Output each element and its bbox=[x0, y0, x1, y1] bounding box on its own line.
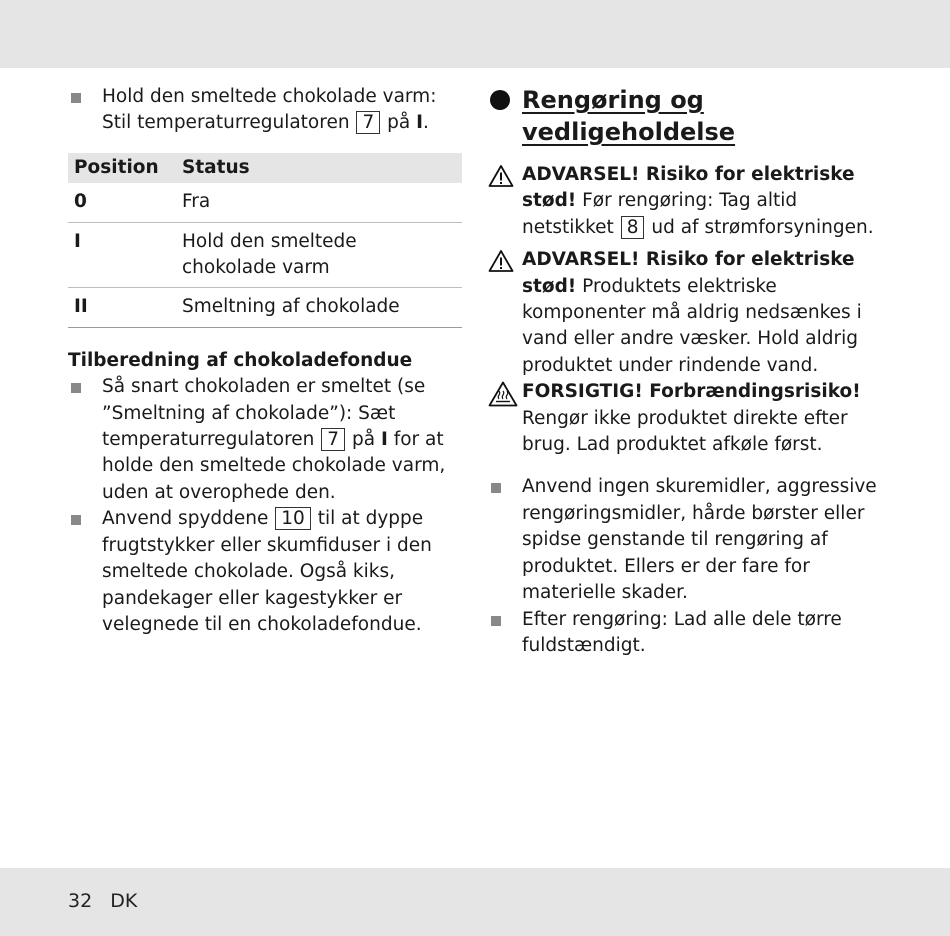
setting-value: I bbox=[416, 112, 423, 134]
text: til at dyppe frugtstykker eller skumfiduser i den smeltede chokolade. Også kiks, pandekager eller kagestykker er velegnede til en chokoladefondue. bbox=[102, 508, 432, 635]
part-reference: 10 bbox=[275, 507, 311, 530]
hot-surface-icon bbox=[488, 381, 514, 405]
left-column bbox=[68, 84, 462, 638]
table-cell-status: Smeltning af chokolade bbox=[176, 288, 462, 327]
table-row bbox=[68, 222, 462, 288]
text: på bbox=[387, 112, 411, 134]
subheading: Tilberedning af chokoladefondue bbox=[68, 349, 413, 371]
language-code: DK bbox=[110, 890, 138, 912]
warning-triangle-icon bbox=[488, 164, 514, 188]
part-reference: 7 bbox=[356, 111, 380, 134]
text: Hold den smeltede chokolade varm: Stil temperaturregulatoren bbox=[102, 86, 437, 134]
part-reference: 7 bbox=[321, 428, 345, 451]
table-cell-position: 0 bbox=[68, 183, 176, 222]
warning-electric-shock-2 bbox=[488, 247, 888, 379]
text: for at holde den smeltede chokolade varm, uden at overophede den. bbox=[102, 429, 446, 503]
list-item-keep-warm bbox=[68, 84, 462, 137]
bottom-band bbox=[0, 868, 950, 936]
warning-label: ADVARSEL! Risiko for elektriske stød! bbox=[522, 164, 855, 212]
warning-electric-shock-1 bbox=[488, 162, 888, 241]
table-row bbox=[68, 288, 462, 327]
text: Efter rengøring: Lad alle dele tørre fuldstændigt. bbox=[522, 608, 842, 656]
section-title-line: Rengøring og bbox=[522, 86, 704, 114]
page-footer bbox=[68, 890, 137, 912]
warning-label: ADVARSEL! Risiko for elektriske stød! bbox=[522, 249, 855, 297]
right-column bbox=[488, 84, 888, 659]
text: Før rengøring: Tag altid netstikket bbox=[522, 190, 798, 238]
setting-value: I bbox=[380, 429, 388, 451]
text: ud af strømforsyningen. bbox=[651, 216, 874, 238]
position-status-table bbox=[68, 153, 462, 328]
part-reference: 8 bbox=[621, 216, 645, 239]
text: Anvend spyddene bbox=[102, 508, 269, 530]
table-cell-status: Fra bbox=[176, 183, 462, 222]
page-number: 32 bbox=[68, 890, 93, 912]
caution-label: FORSIGTIG! Forbrændingsrisiko! bbox=[522, 381, 861, 403]
table-header-status: Status bbox=[176, 153, 462, 183]
text: på bbox=[351, 429, 376, 451]
text: . bbox=[422, 112, 429, 134]
text: Rengør ikke produktet direkte efter brug. Lad produktet afkøle først. bbox=[522, 407, 848, 456]
list-item-fondue-setting bbox=[68, 374, 462, 506]
table-header-position: Position bbox=[68, 153, 176, 183]
text: Så snart chokoladen er smeltet (se ”Smeltning af chokolade”): Sæt temperaturregulatoren bbox=[102, 376, 426, 451]
table-cell-position: II bbox=[68, 288, 176, 327]
bullet-dot-icon bbox=[490, 90, 510, 110]
top-band bbox=[0, 0, 950, 68]
list-item-no-abrasives bbox=[488, 474, 888, 606]
table-cell-position: I bbox=[68, 222, 176, 288]
section-title-line: vedligeholdelse bbox=[522, 118, 736, 146]
list-item-skewers bbox=[68, 506, 462, 638]
caution-burn-risk bbox=[488, 379, 888, 458]
text: Anvend ingen skuremidler, aggressive rengøringsmidler, hårde børster eller spidse genstande til rengøring af produktet. Ellers er der fare for materielle skader. bbox=[522, 476, 877, 604]
text: Produktets elektriske komponenter må aldrig nedsænkes i vand eller andre væsker. Hold aldrig produktet under rindende vand. bbox=[522, 275, 862, 376]
warning-triangle-icon bbox=[488, 249, 514, 273]
table-cell-status: Hold den smeltede chokolade varm bbox=[176, 222, 462, 288]
section-title bbox=[488, 84, 888, 148]
list-item-dry-parts bbox=[488, 607, 888, 660]
table-row bbox=[68, 183, 462, 222]
